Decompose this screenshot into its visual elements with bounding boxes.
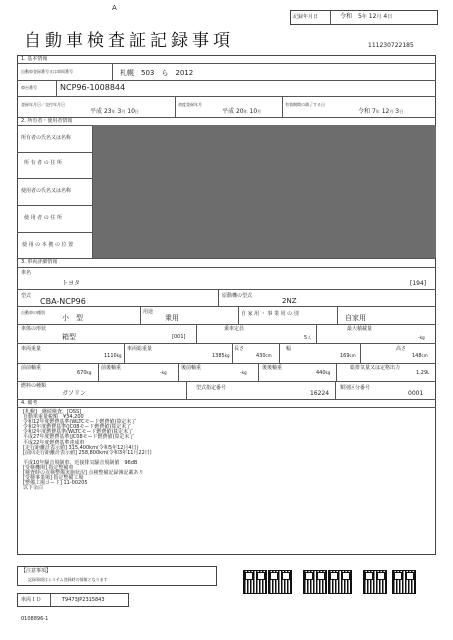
gross-weight-label: 車両総重量 [127,346,153,352]
type-number-value: 16224 [310,390,330,397]
expiry-value: 令和 7年 12月 3日 [358,108,404,115]
max-load-value: -kg [418,335,425,341]
displacement-label: 総排気量又は定格出力 [350,365,401,371]
section2-header: 2. 所有者・使用者情報 [21,118,73,124]
user-name-label: 使用者の氏名又は名称 [21,188,72,194]
remarks-line: [走行距離計表示値] 315,400km(令和5年12月4日) [23,444,139,451]
gross-weight-value: 1385kg [212,353,230,359]
private-use-label: 自 家 用 ・ 事 業 用 の 別 [241,311,299,317]
max-load-label: 最大積載量 [347,326,373,332]
weight-label: 車両重量 [21,346,42,352]
rear-axle-value: 440kg [316,370,331,376]
height-value: 148cm [412,353,428,359]
first-reg-value: 平成 23年 3月 10日 [90,108,139,115]
qr-code-5 [363,570,387,594]
rear-mid-axle-label: 後前軸重 [181,365,202,371]
reg-number-label: 自動車登録番号又は車両番号 [21,69,73,74]
class-number-label: 類別区分番号 [340,385,371,391]
remarks-line: 令和2年度燃費基準(JC08モード燃費値)算定未了 [23,424,132,431]
first-year-value: 平成 20年 10月 [222,108,262,115]
vehicle-id-label: 車両ＩＤ [21,597,42,603]
remarks-line: [整備工場コード] 11-00205 [23,480,88,487]
body-value: 箱型 [62,333,76,341]
remarks-line: [受検機関] 指定整備車 [23,465,74,472]
kind-label: 自動車の種別 [21,310,45,315]
front-mid-axle-label: 前後軸重 [101,365,122,371]
use-value: 乗用 [165,314,179,322]
engine-label: 原動機の型式 [222,293,253,299]
vehicle-id-value: T9473JP2315843 [62,597,105,603]
document-title: 自動車検査証記録事項 [24,31,234,51]
model-value: CBA-NCP96 [40,297,86,306]
fuel-value: ガソリン [62,390,87,397]
redacted-owner-info [93,125,436,258]
front-mid-axle-value: -kg [160,370,167,376]
model-label: 型式 [21,293,32,299]
owner-address-label: 所 有 者 の 住 所 [24,160,62,166]
make-code: [194] [410,280,427,287]
height-label: 高さ [396,346,407,352]
width-label: 幅 [286,346,292,352]
first-year-label: 初度登録年月 [178,102,202,107]
length-label: 長さ [234,346,245,352]
record-date-label: 記録年月日 [293,14,319,20]
qr-code-6 [392,570,416,594]
reg-number-value: 札幌 503 ら 2012 [120,69,194,77]
capacity-label: 乗車定員 [224,326,245,332]
remarks-line: [受検事業場] 指定整備工場 [23,475,84,482]
use-label: 用途 [143,309,154,315]
document-number: 0108896-1 [21,616,49,622]
length-value: 430cm [256,353,272,359]
rear-axle-label: 後後軸重 [262,365,283,371]
remarks-line: 自動車重量税額 ¥34,200 [23,414,84,421]
body-label: 車体の形状 [21,326,47,332]
capacity-value: 5人 [304,335,312,341]
corner-mark: A [112,4,117,12]
qr-code-4 [328,570,352,594]
owner-name-label: 所有者の氏名又は名称 [21,135,72,141]
front-axle-value: 670kg [77,370,92,376]
make-label: 車名 [21,270,32,276]
expiry-label: 有効期間の満了する日 [285,102,325,107]
qr-code-3 [303,570,327,594]
remarks-line: 令和2年度燃費基準(WLTCモード燃費値)算定未了 [23,429,134,436]
class-number-value: 0001 [408,390,424,397]
private-use-value: 自家用 [345,314,366,322]
remarks-line: 平成22年度燃費基準達成車 [23,439,85,446]
kind-value: 小 型 [62,314,83,322]
remarks-line: 平成27年度燃費基準(JC08モード燃費値)算定未了 [23,434,135,441]
chassis-label: 車台番号 [21,85,37,90]
rear-mid-axle-value: -kg [240,370,247,376]
notice-title: 【注意事項】 [21,568,52,574]
remarks-line: [検査時の点検整備実施状況] 点検整備記録簿記載あり [23,470,144,477]
remarks-line: 令和12年度燃費基準(WLTCモード燃費値)算定未了 [23,419,137,426]
front-axle-label: 前前軸重 [21,365,42,371]
type-number-label: 型式指定番号 [196,385,227,391]
remarks-line: [札幌] 継続検査、[OSS] [23,409,82,415]
displacement-value: 1.29L [416,370,430,376]
user-address-label: 使 用 者 の 住 所 [24,215,62,221]
section3-header: 3. 車両詳細情報 [21,259,58,265]
section4-header: 4. 備考 [21,400,38,406]
serial-number: 111230722185 [368,42,414,49]
qr-code-1 [243,570,267,594]
record-date: 令和 5年 12月 4日 [340,13,393,20]
base-location-label: 使 用 の 本 拠 の 位 置 [22,242,74,248]
weight-value: 1110kg [104,353,122,359]
fuel-label: 燃料の種類 [21,383,47,389]
chassis-value: NCP96-1008844 [60,83,126,92]
width-value: 169cm [340,353,356,359]
notice-text: 記録事項はシステム登録時の情報となります [28,577,108,582]
engine-value: 2NZ [282,297,297,305]
body-code: [001] [172,334,186,340]
remarks-line: 平成10年騒音規制車、近接排気騒音規制値 96dB [23,459,138,466]
remarks-line: 以下余白 [23,485,44,492]
remarks [23,410,423,492]
first-reg-label: 登録年月日／交付年月日 [21,102,65,107]
section1-header: 1. 基本情報 [21,56,48,62]
make-value: トヨタ [62,280,81,287]
qr-code-2 [268,570,292,594]
remarks-line: [前回走行距離計表示値] 258,800km(令和3年11月22日) [23,449,152,456]
